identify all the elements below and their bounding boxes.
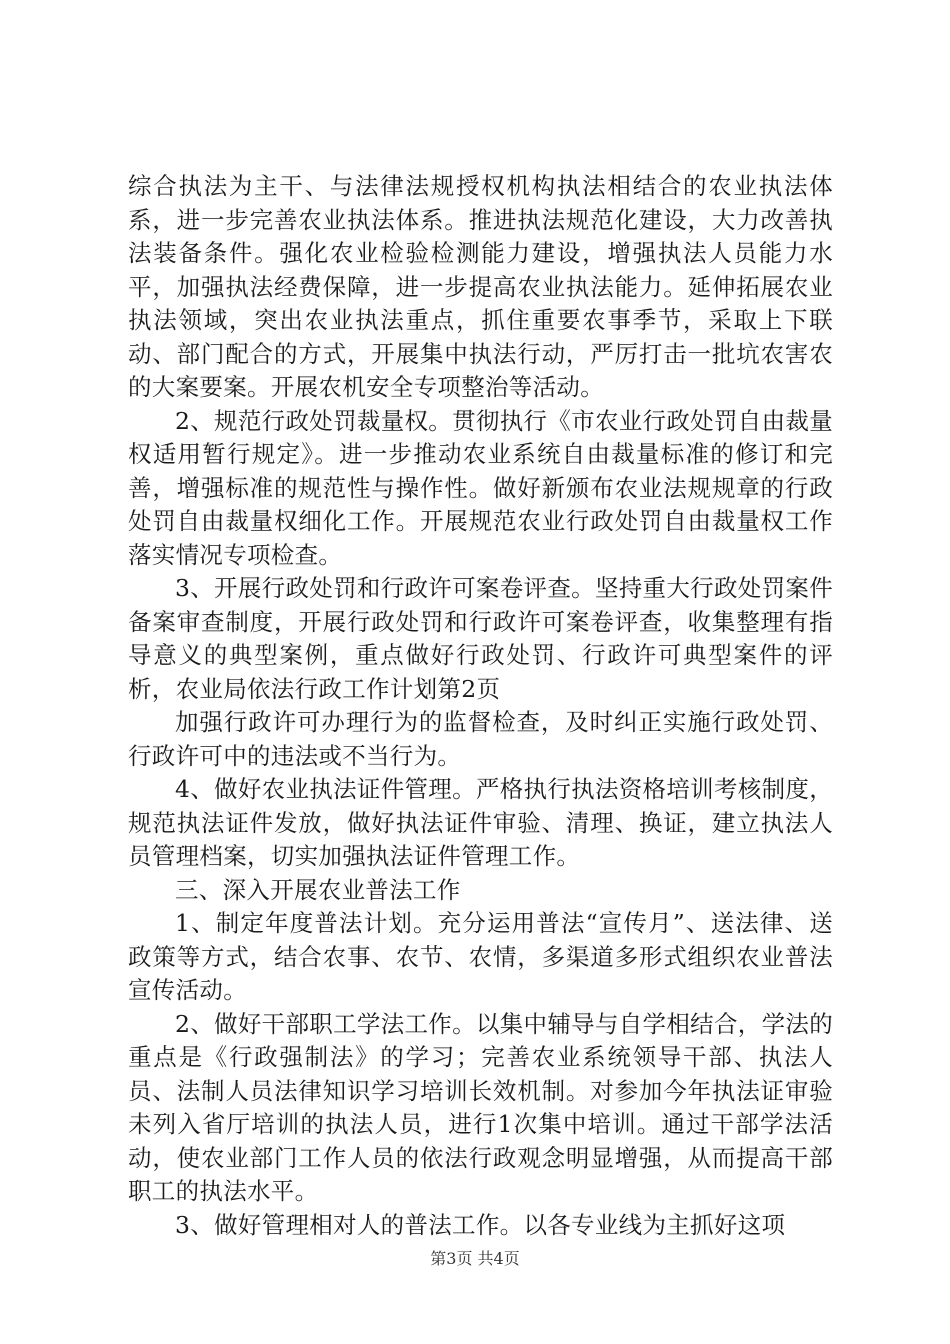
paragraph-section3-item-2: 2、做好干部职工学法工作。以集中辅导与自学相结合，学法的重点是《行政强制法》的学习；完善农业系统领导干部、执法人员、法制人员法律知识学习培训长效机制。对参加今年执法证审验未列入省厅培训的执法人员，进行1次集中培训。通过干部学法活动，使农业部门工作人员的依法行政观念明显增强，从而提高干部职工的执法水平。 — [128, 1009, 833, 1205]
paragraph-section3-item-1: 1、制定年度普法计划。充分运用普法“宣传月”、送法律、送政策等方式，结合农事、农节、农情，多渠道多形式组织农业普法宣传活动。 — [128, 909, 833, 1004]
section-heading-3: 三、深入开展农业普法工作 — [175, 875, 461, 904]
paragraph-item-3-continued: 加强行政许可办理行为的监督检查，及时纠正实施行政处罚、行政许可中的违法或不当行为。 — [128, 708, 833, 770]
paragraph-item-4: 4、做好农业执法证件管理。严格执行执法资格培训考核制度，规范执法证件发放，做好执法证件审验、清理、换证，建立执法人员管理档案，切实加强执法证件管理工作。 — [128, 775, 833, 870]
paragraph-continuation: 综合执法为主干、与法律法规授权机构执法相结合的农业执法体系，进一步完善农业执法体系。推进执法规范化建设，大力改善执法装备条件。强化农业检验检测能力建设，增强执法人员能力水平，加强执法经费保障，进一步提高农业执法能力。延伸拓展农业执法领域，突出农业执法重点，抓住重要农事季节，采取上下联动、部门配合的方式，开展集中执法行动，严厉打击一批坑农害农的大案要案。开展农机安全专项整治等活动。 — [128, 172, 833, 401]
paragraph-item-3: 3、开展行政处罚和行政许可案卷评查。坚持重大行政处罚案件备案审查制度，开展行政处罚和行政许可案卷评查，收集整理有指导意义的典型案例，重点做好行政处罚、行政许可典型案件的评析，农业局依法行政工作计划第2页 — [128, 574, 833, 703]
page-footer: 第3页 共4页 — [430, 1249, 520, 1268]
paragraph-item-2: 2、规范行政处罚裁量权。贯彻执行《市农业行政处罚自由裁量权适用暂行规定》。进一步推动农业系统自由裁量标准的修订和完善，增强标准的规范性与操作性。做好新颁布农业法规规章的行政处罚自由裁量权细化工作。开展规范农业行政处罚自由裁量权工作落实情况专项检查。 — [128, 406, 833, 569]
document-body — [128, 170, 833, 1242]
paragraph-section3-item-3: 3、做好管理相对人的普法工作。以各专业线为主抓好这项 — [175, 1210, 786, 1239]
